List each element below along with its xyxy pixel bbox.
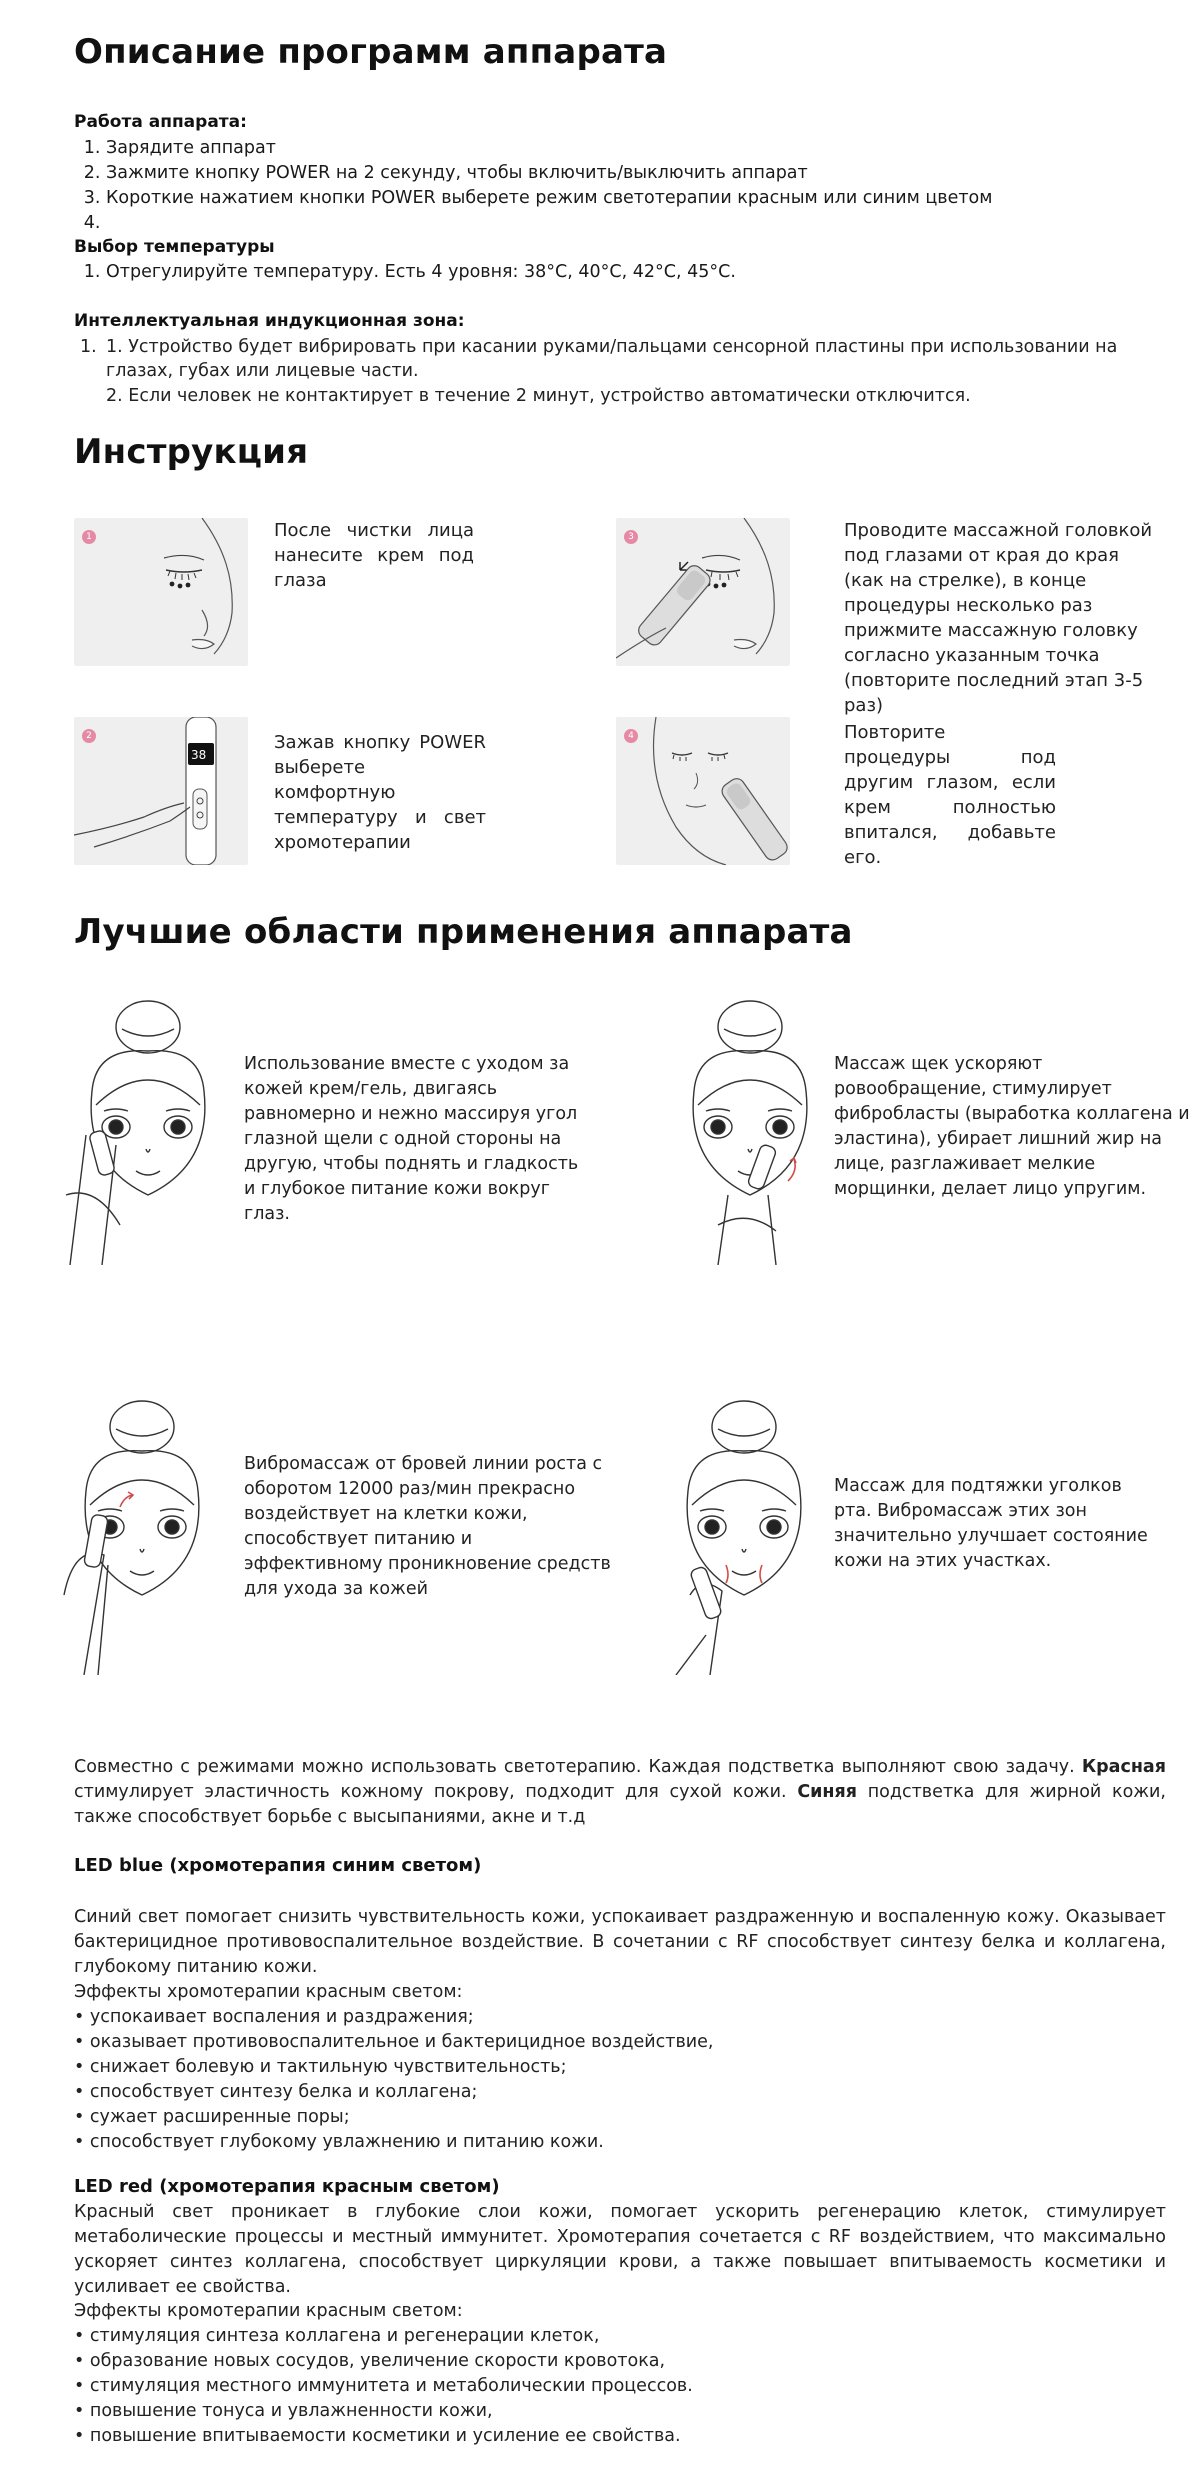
led-blue-heading: LED blue (хромотерапия синим светом) — [74, 1855, 482, 1876]
intro-part-c: подстветка для жирной кожи, также способствует борьбе с высыпаниями, акне и т.д — [74, 1782, 1166, 1827]
intro-part-b: стимулирует эластичность кожному покрову, подходит для сухой кожи. — [74, 1782, 787, 1802]
blue-effect-item: • снижает болевую и тактильную чувствительность; — [74, 2057, 567, 2077]
step-3-image — [616, 518, 790, 666]
step-1-badge: 1 — [82, 530, 96, 544]
device-display-text: 38 — [191, 748, 207, 762]
step-4-image — [616, 717, 790, 865]
blue-effect-item: • успокаивает воспаления и раздражения; — [74, 2007, 474, 2027]
face-illustration-eyes — [56, 995, 236, 1265]
red-effects-heading: Эффекты кромотерапии красным светом: — [74, 2301, 463, 2321]
work-item: 1. Зарядите аппарат — [106, 136, 1186, 161]
section-title-instruction: Инструкция — [74, 432, 309, 472]
work-item: 3. Короткие нажатием кнопки POWER выберете режим светотерапии красным или синим цветом — [106, 186, 1186, 211]
red-effect-item: • повышение впитываемости косметики и усиление ее свойства. — [74, 2426, 681, 2446]
zone-heading: Интеллектуальная индукционная зона: — [74, 311, 465, 331]
area-3-text: Вибромассаж от бровей линии роста с оборотом 12000 раз/мин прекрасно воздействует на клетки кожи, способствует питанию и эффективному проникновение средств для ухода за кожей — [244, 1454, 611, 1599]
red-effect-item: • стимуляция синтеза коллагена и регенерации клеток, — [74, 2326, 600, 2346]
zone-list-marker: 1. — [80, 337, 97, 357]
red-effect-item: • образование новых сосудов, увеличение скорости кровотока, — [74, 2351, 666, 2371]
red-effect-item: • повышение тонуса и увлажненности кожи, — [74, 2401, 493, 2421]
work-heading: Работа аппарата: — [74, 112, 247, 132]
blue-effects-list — [74, 2005, 1166, 2155]
step-3-text: Проводите массажной головкой под глазами от края до края (как на стрелке), в конце процедуры несколько раз прижмите массажную головку согласно указанным точка (повторите последний этап 3-5 раз) — [844, 520, 1153, 716]
blue-effects-heading: Эффекты хромотерапии красным светом: — [74, 1982, 463, 2002]
step-2-image — [74, 717, 248, 865]
work-item: 2. Зажмите кнопку POWER на 2 секунду, чтобы включить/выключить аппарат — [106, 161, 1186, 186]
red-effects-list — [74, 2324, 1166, 2449]
area-1-text: Использование вместе с уходом за кожей крем/гель, двигаясь равномерно и нежно массируя угол глазной щели с одной стороны на другую, чтобы поднять и гладкость и глубокое питание кожи вокруг глаз. — [244, 1054, 579, 1224]
intro-blue-word: Синяя — [797, 1782, 857, 1802]
step-3-badge: 3 — [624, 530, 638, 544]
step-1-image — [74, 518, 248, 666]
zone-line-2: глазах, губах или лицевые части. — [106, 361, 419, 381]
area-4-text: Массаж для подтяжки уголков рта. Вибромассаж этих зон значительно улучшает состояние кожи на этих участках. — [834, 1476, 1148, 1571]
step-4-text: Повторите процедуры под другим глазом, если крем полностью впитался, добавьте его. — [844, 722, 1056, 868]
temperature-item: 1. Отрегулируйте температуру. Есть 4 уровня: 38°C, 40°C, 42°C, 45°C. — [106, 260, 1186, 285]
step-1-text: После чистки лица нанесите крем под глаза — [274, 520, 474, 591]
led-blue-paragraph: Синий свет помогает снизить чувствительность кожи, успокаивает раздраженную и воспаленную кожу. Оказывает бактерицидное противовоспалительное воздействие. В сочетании с RF способствует синтезу белка и коллагена, глубокому питанию кожи. — [74, 1907, 1166, 1977]
face-illustration-mouth — [646, 1395, 836, 1675]
section-title-description: Описание программ аппарата — [74, 32, 668, 72]
step-2-badge: 2 — [82, 729, 96, 743]
temperature-list — [76, 260, 1186, 285]
red-effect-item: • стимуляция местного иммунитета и метаболическии процессов. — [74, 2376, 693, 2396]
work-item — [106, 211, 1186, 236]
blue-effect-item: • сужает расширенные поры; — [74, 2107, 350, 2127]
light-therapy-intro — [74, 1755, 1166, 1830]
blue-effect-item: • способствует глубокому увлажнению и питанию кожи. — [74, 2132, 604, 2152]
blue-effect-item: • способствует синтезу белка и коллагена; — [74, 2082, 478, 2102]
intro-red-word: Красная — [1081, 1757, 1166, 1777]
section-title-areas: Лучшие области применения аппарата — [74, 912, 853, 952]
face-illustration-brows — [44, 1395, 234, 1675]
led-red-heading: LED red (хромотерапия красным светом) — [74, 2176, 500, 2197]
area-2-text: Массаж щек ускоряют ровообращение, стимулирует фибробласты (выработка коллагена и эластина), убирает лишний жир на лице, разглаживает мелкие морщинки, делает лицо упругим. — [834, 1054, 1190, 1199]
intro-part-a: Совместно с режимами можно использовать светотерапию. Каждая подстветка выполняют свою задачу. — [74, 1757, 1075, 1777]
step-2-text: Зажав кнопку POWER выберете комфортную температуру и свет хромотерапии — [274, 732, 486, 853]
zone-line-3: 2. Если человек не контактирует в течение 2 минут, устройство автоматически отключится. — [106, 386, 971, 406]
temperature-heading: Выбор температуры — [74, 237, 275, 257]
blue-effect-item: • оказывает противовоспалительное и бактерицидное воздействие, — [74, 2032, 714, 2052]
led-red-paragraph: Красный свет проникает в глубокие слои кожи, помогает ускорить регенерацию клеток, стимулирует метаболические процессы и местный иммунитет. Хромотерапия сочетается с RF воздействием, что максимально ускоряет синтез коллагена, способствует циркуляции крови, а также повышает впитываемость косметики и усиливает ее свойства. — [74, 2202, 1166, 2297]
face-illustration-cheeks — [658, 995, 838, 1265]
step-4-badge: 4 — [624, 729, 638, 743]
zone-line-1: 1. Устройство будет вибрировать при касании руками/пальцами сенсорной пластины при использовании на — [106, 337, 1118, 357]
work-list — [76, 136, 1186, 236]
